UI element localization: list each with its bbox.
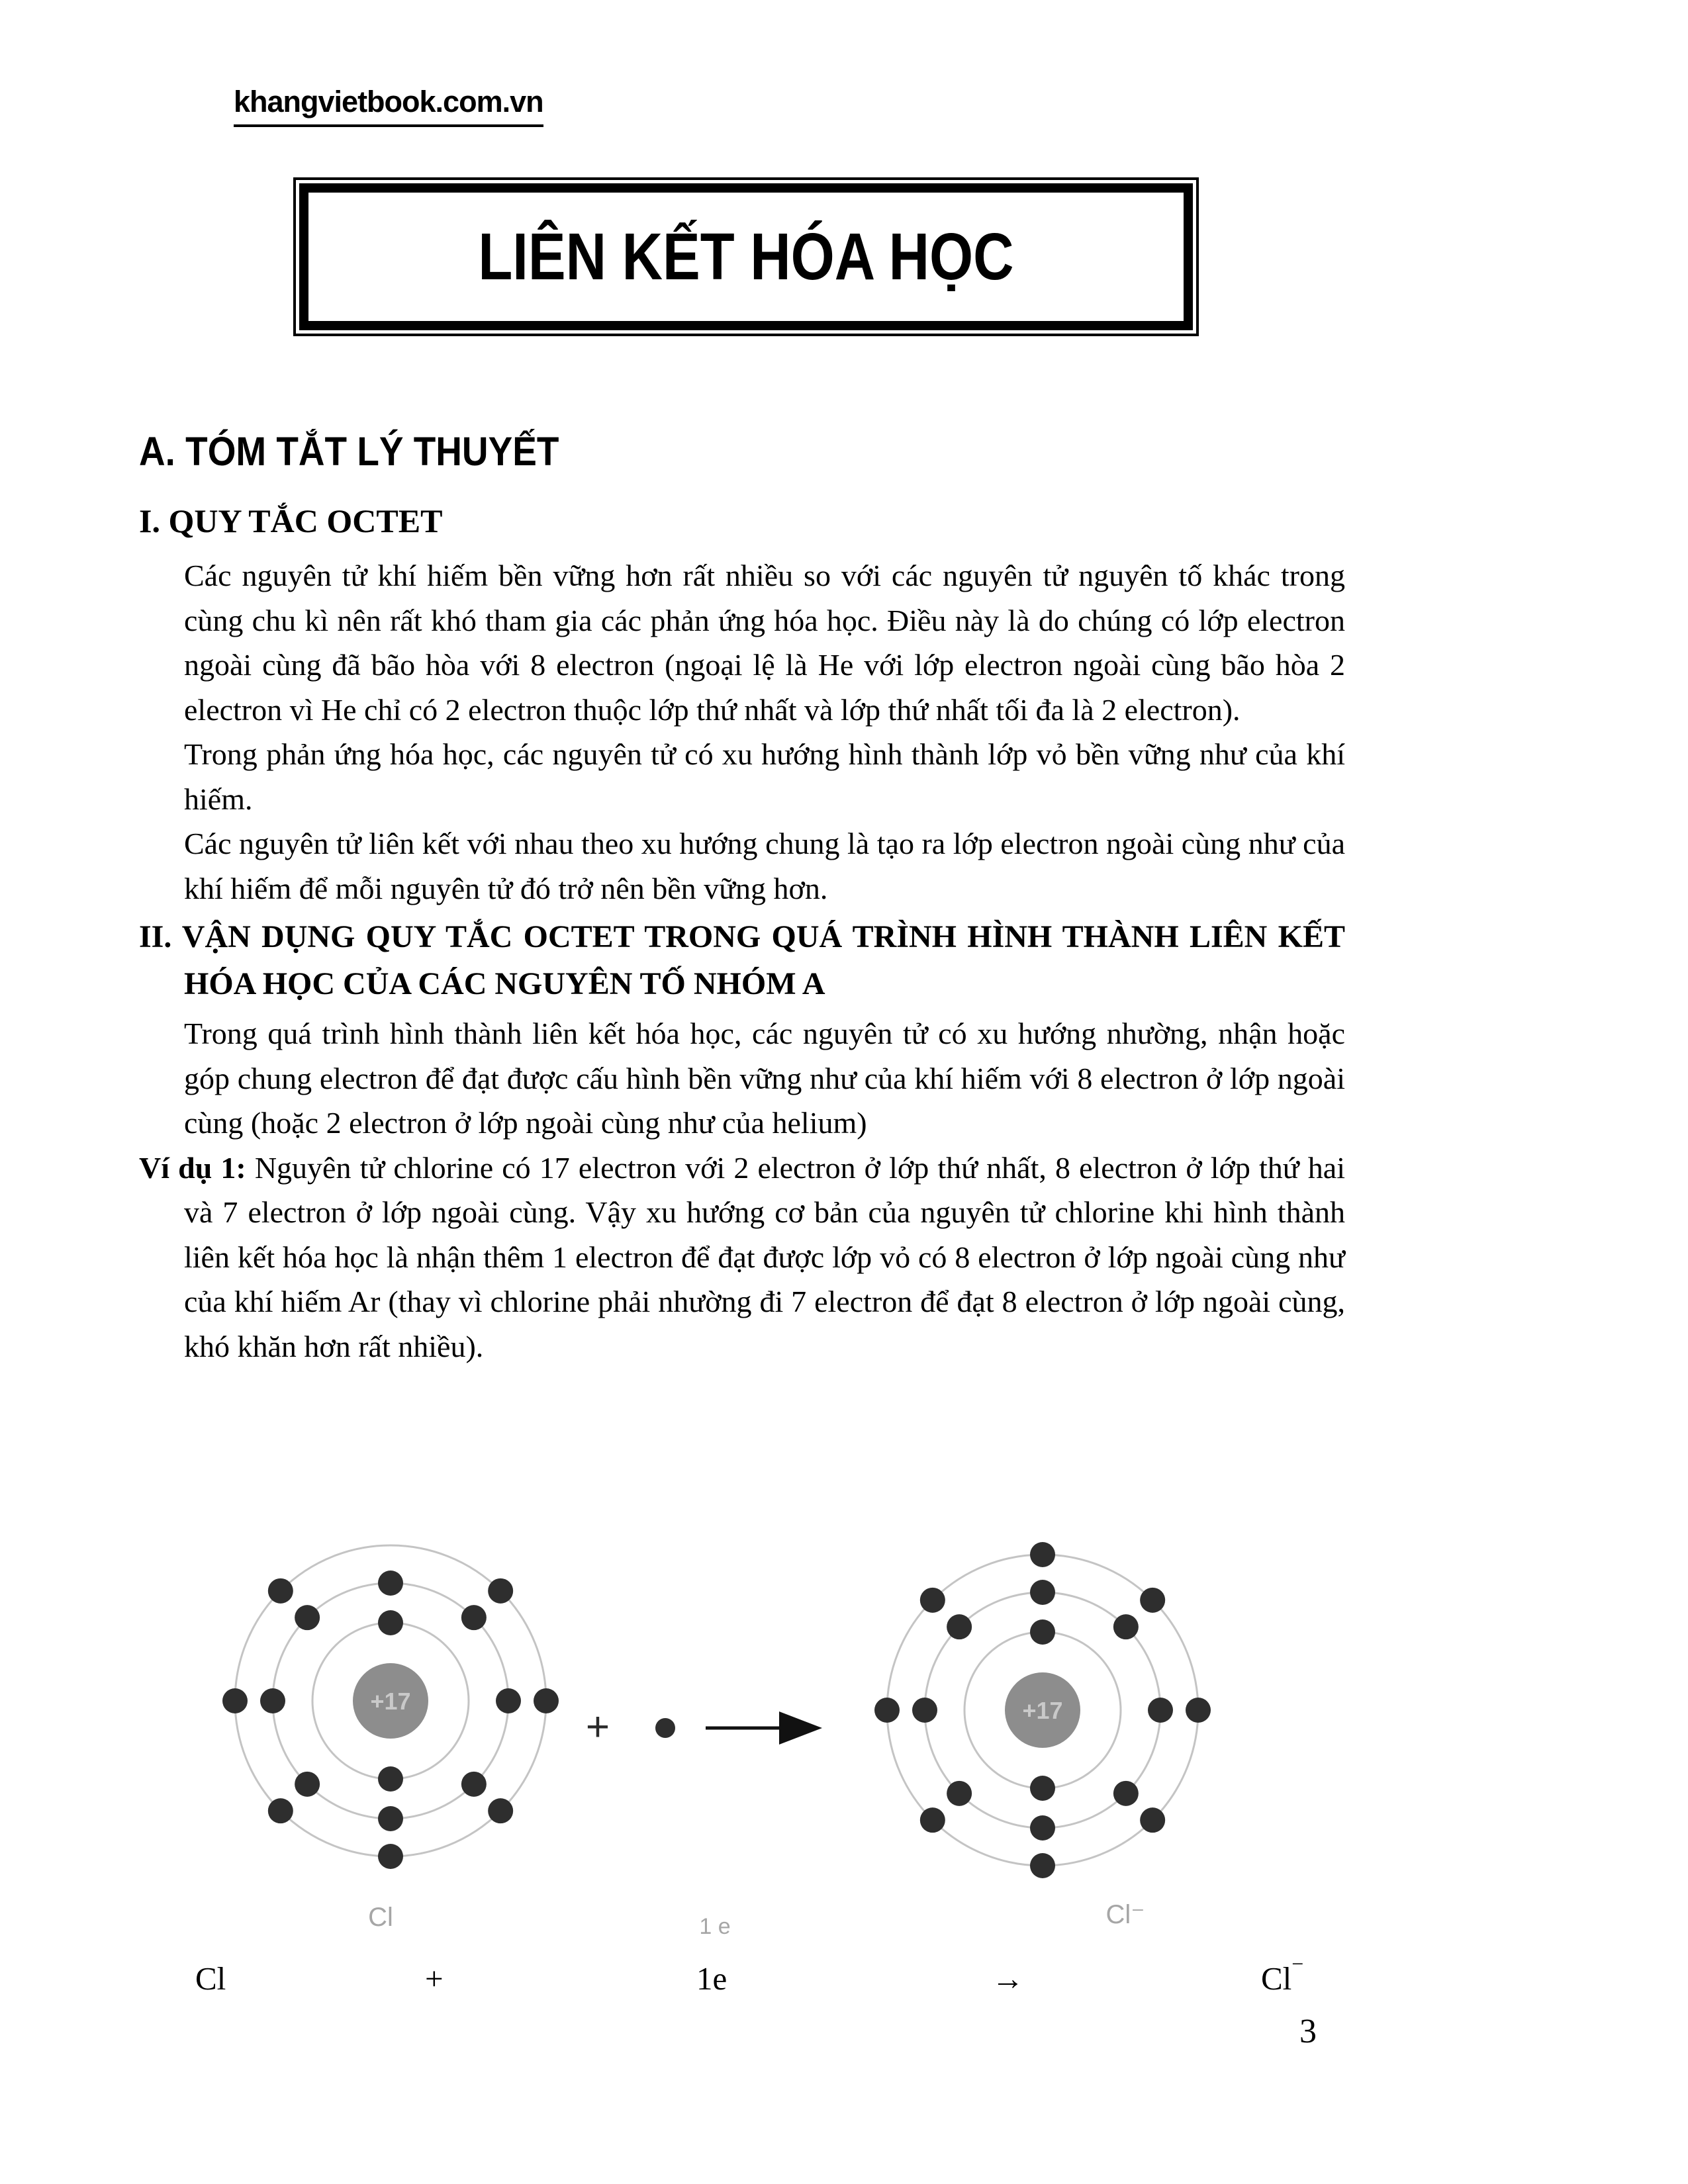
chlorine-atom-electron (222, 1688, 248, 1713)
chloride-ion (874, 1542, 1211, 1929)
equation-plus-sign: + (425, 1960, 444, 1997)
chlorine-atom-electron (295, 1605, 320, 1630)
paragraph-bond-tendency: Các nguyên tử liên kết với nhau theo xu hướng chung là tạo ra lớp electron ngoài cùng như của khí hiếm để mỗi nguyên tử đó trở nên bền vững hơn. (184, 827, 1345, 905)
free-electron-caption: 1 e (699, 1914, 731, 1939)
paragraph-electron-transfer: Trong quá trình hình thành liên kết hóa học, các nguyên tử có xu hướng nhường, nhận hoặc góp chung electron để đạt được cấu hình bền vững như của khí hiếm với 8 electron ở lớp ngoài cùng (hoặc 2 electron ở lớp ngoài cùng như của helium) (184, 1017, 1345, 1140)
bohr-diagram (0, 1501, 1688, 1964)
chloride-ion-electron (947, 1614, 972, 1639)
paragraph-noble-gases: Các nguyên tử khí hiếm bền vững hơn rất nhiều so với các nguyên tử nguyên tố khác trong cùng chu kì nên rất khó tham gia các phản ứng hóa học. Điều này là do chúng có lớp electron ngoài cùng đã bão hòa với 8 electron (ngoại lệ là He với lớp electron ngoài cùng bão hòa 2 electron vì He chỉ có 2 electron thuộc lớp thứ nhất và lớp thứ nhất tối đa là 2 electron). (184, 559, 1345, 727)
equation-product-charge: − (1291, 1952, 1304, 1976)
chloride-ion-electron (1030, 1815, 1055, 1841)
chlorine-atom (222, 1545, 559, 1932)
chlorine-atom-electron (378, 1806, 403, 1831)
chloride-ion-electron (1148, 1698, 1173, 1723)
chlorine-atom-caption: Cl (368, 1903, 393, 1932)
main-text-column (139, 425, 1345, 1369)
section-a-heading: A. TÓM TẮT LÝ THUYẾT (139, 429, 559, 474)
chlorine-atom-electron (268, 1798, 293, 1823)
chloride-ion-electron (1030, 1776, 1055, 1801)
equation-product-symbol: Cl (1261, 1960, 1292, 1997)
equation-electron: 1e (696, 1960, 727, 1997)
equation-reactant: Cl (195, 1960, 226, 1997)
chloride-ion-electron (1140, 1588, 1165, 1613)
chlorine-atom-electron (295, 1772, 320, 1797)
chapter-title-box-inner (299, 183, 1193, 330)
chlorine-atom-electron (461, 1605, 487, 1630)
chloride-ion-nucleus-label: +17 (1022, 1697, 1063, 1724)
plus-sign: + (585, 1704, 610, 1750)
free-electron (655, 1718, 675, 1738)
chlorine-atom-electron (488, 1798, 513, 1823)
site-header-link[interactable]: khangvietbook.com.vn (234, 85, 543, 127)
chloride-ion-electron (1030, 1580, 1055, 1605)
example-paragraph (139, 1146, 1346, 1369)
chloride-ion-electron (1113, 1781, 1139, 1806)
chapter-title: LIÊN KẾT HÓA HỌC (478, 219, 1014, 294)
paragraph-reaction-tendency: Trong phản ứng hóa học, các nguyên tử có xu hướng hình thành lớp vỏ bền vững như của khí hiếm. (184, 737, 1345, 816)
chloride-ion-electron (920, 1807, 945, 1833)
chloride-ion-electron (947, 1781, 972, 1806)
equation-product (1261, 1952, 1304, 1999)
chlorine-atom-electron (378, 1766, 403, 1792)
chlorine-atom-electron (378, 1570, 403, 1596)
chloride-ion-caption: Cl⁻ (1105, 1900, 1145, 1929)
chlorine-atom-electron (260, 1688, 285, 1713)
chloride-ion-electron (920, 1588, 945, 1613)
chlorine-atom-electron (461, 1772, 487, 1797)
chloride-ion-electron (1030, 1619, 1055, 1645)
chloride-ion-electron (1186, 1698, 1211, 1723)
chloride-ion-electron (1030, 1542, 1055, 1567)
chloride-ion-electron (1030, 1853, 1055, 1878)
chloride-ion-electron (1140, 1807, 1165, 1833)
example-label: Ví dụ 1: (139, 1150, 246, 1185)
chlorine-atom-electron (268, 1578, 293, 1604)
chlorine-atom-nucleus-label: +17 (370, 1688, 411, 1715)
example-text: Nguyên tử chlorine có 17 electron với 2 electron ở lớp thứ nhất, 8 electron ở lớp thứ hai và 7 electron ở lớp ngoài cùng. Vậy xu hướng cơ bản của nguyên tử chlorine khi hình thành liên kết hóa học là nhận thêm 1 electron để đạt được lớp vỏ có 8 electron ở lớp ngoài cùng như của khí hiếm Ar (thay vì chlorine phải nhường đi 7 electron để đạt 8 electron ở lớp ngoài cùng, khó khăn hơn rất nhiều). (184, 1150, 1346, 1363)
chapter-title-box (293, 177, 1199, 336)
chlorine-atom-electron (496, 1688, 521, 1713)
chlorine-atom-electron (378, 1844, 403, 1869)
chlorine-atom-electron (378, 1610, 403, 1635)
chlorine-atom-electron (488, 1578, 513, 1604)
page-number: 3 (1299, 2013, 1317, 2050)
chloride-ion-electron (874, 1698, 900, 1723)
chlorine-atom-electron (534, 1688, 559, 1713)
heading-octet-application: II. VẬN DỤNG QUY TẮC OCTET TRONG QUÁ TRÌNH HÌNH THÀNH LIÊN KẾT HÓA HỌC CỦA CÁC NGUYÊN TỐ NHÓM A (139, 919, 1345, 1001)
equation-arrow: → (992, 1960, 1024, 1997)
chloride-ion-electron (1113, 1614, 1139, 1639)
chloride-ion-electron (912, 1698, 937, 1723)
heading-octet-rule: I. QUY TẮC OCTET (139, 502, 443, 539)
